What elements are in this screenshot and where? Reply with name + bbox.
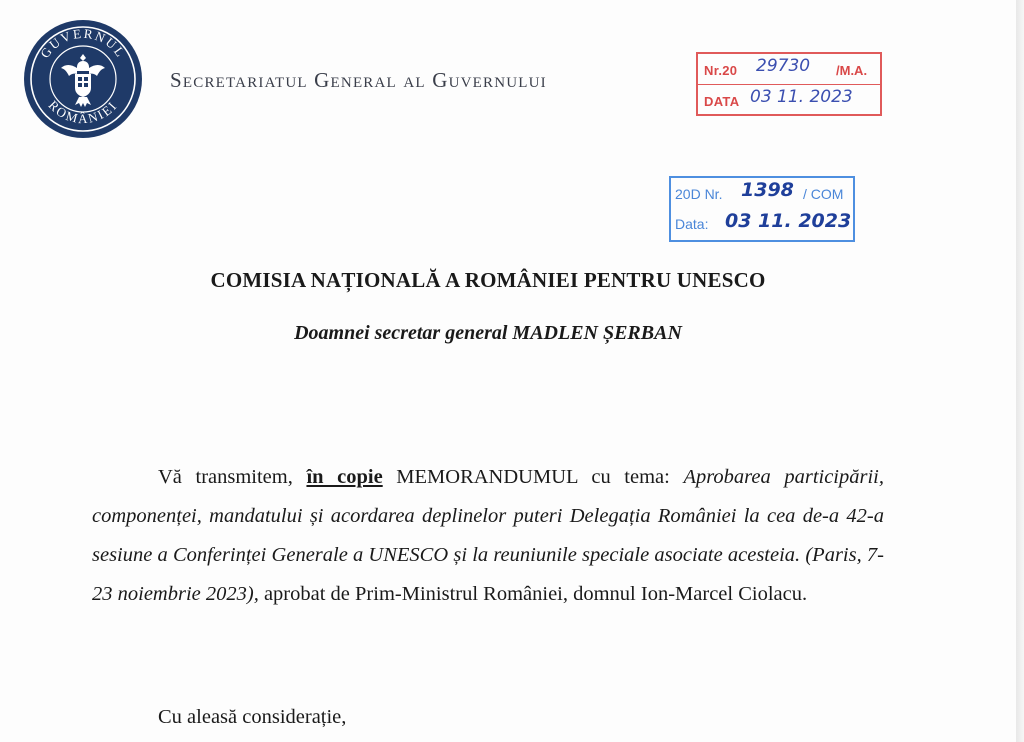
stamp-data-handwritten: 03 11. 2023 [750, 87, 853, 107]
stamp-nr-handwritten: 1398 [741, 179, 794, 201]
stamp-nr-label: 20D Nr. [675, 186, 723, 202]
addressee-line: Doamnei secretar general MADLEN ȘERBAN [294, 322, 682, 344]
registration-stamp-blue [669, 176, 855, 242]
institution-title: Secretariatul General al Guvernului [170, 68, 547, 92]
registration-stamp-red [696, 52, 882, 116]
stamp-data-label: Data: [675, 216, 709, 232]
stamp-nr-handwritten: 29730 [756, 56, 811, 76]
closing-salutation: Cu aleasă considerație, [158, 706, 347, 728]
stamp-nr-label: Nr.20 [704, 63, 738, 78]
body-intro: Vă transmitem, [158, 466, 293, 488]
stamp-data-handwritten: 03 11. 2023 [725, 210, 852, 232]
government-seal-icon [22, 18, 144, 140]
stamp-data-label: DATA [704, 94, 740, 109]
page-edge [1016, 0, 1024, 742]
seal-text-bottom: ROMÂNIEI [45, 97, 121, 127]
stamp-nr-suffix: / COM [803, 186, 844, 202]
body-copy-emphasis: în copie [306, 466, 383, 488]
recipient-organization: COMISIA NAȚIONALĂ A ROMÂNIEI PENTRU UNESCO [210, 268, 766, 292]
seal-text-top: GUVERNUL [37, 25, 129, 61]
body-memo-topic: Aprobarea participării, componenței, mandatului și acordarea deplinelor puteri Delegația României la cea de-a 42-a sesiune a Conferinței Generale a UNESCO și la reuniunile speciale asociate acesteia. (Paris, 7-23 noiembrie 2023), [92, 466, 884, 605]
body-memo: MEMORANDUMUL cu tema: [396, 466, 670, 488]
letter-body [92, 458, 884, 614]
stamp-nr-suffix: /M.A. [836, 63, 868, 78]
body-approval: aprobat de Prim-Ministrul României, domnul Ion-Marcel Ciolacu. [263, 583, 808, 605]
